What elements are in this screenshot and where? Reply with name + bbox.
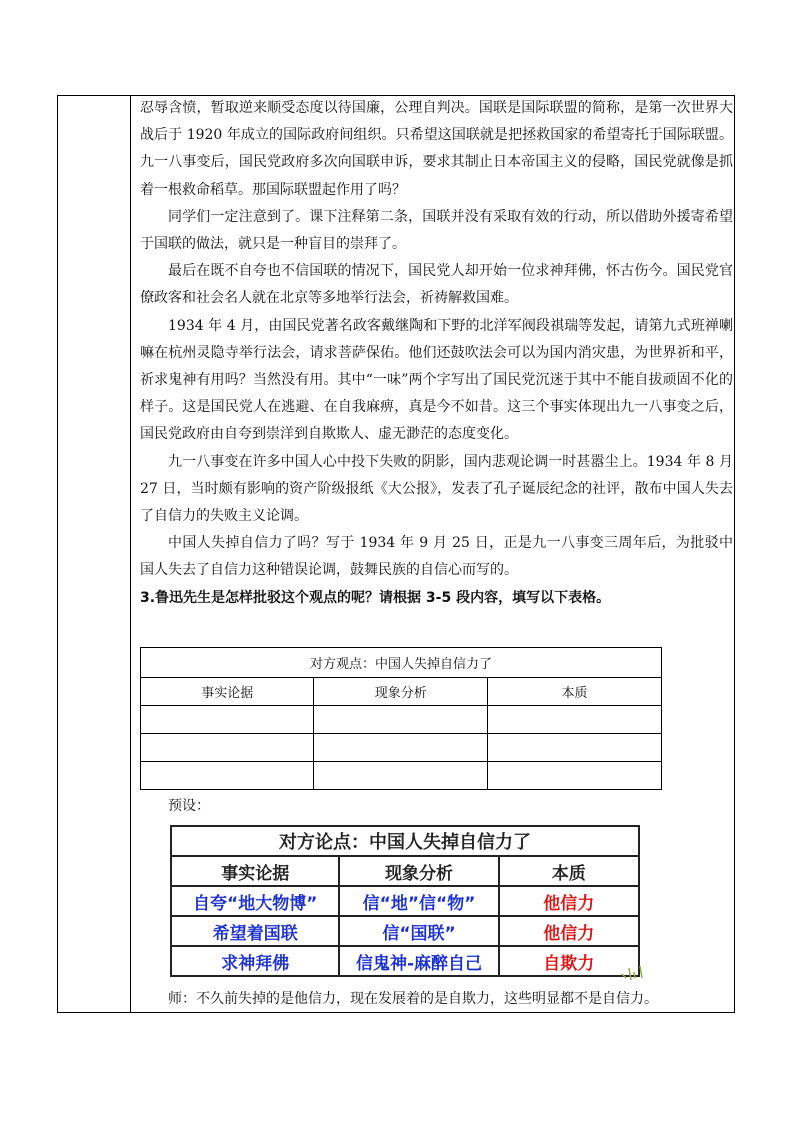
answer-analysis: 信“地”信“物”	[339, 886, 498, 916]
blank-table-row	[141, 762, 662, 790]
answer-essence: 他信力	[499, 916, 639, 946]
answer-analysis: 信鬼神-麻醉自己	[339, 946, 498, 976]
decorative-stroke-icon	[620, 962, 650, 982]
paragraph-5: 九一八事变在许多中国人心中投下失败的阴影，国内悲观论调一时甚嚣尘上。1934 年 8 月 27 日，当时颇有影响的资产阶级报纸《大公报》，发表了孔子诞辰纪念的社评，散布中国人失去了自信力的失败主义论调。	[140, 453, 733, 525]
presuppose-label: 预设：	[168, 798, 210, 814]
answer-analysis: 信“国联”	[339, 916, 498, 946]
blank-cell[interactable]	[487, 734, 661, 762]
answer-header-essence: 本质	[499, 856, 639, 886]
answer-fact: 希望着国联	[171, 916, 339, 946]
answer-essence: 自欺力	[499, 946, 639, 976]
answer-row	[171, 886, 639, 916]
paragraph-1: 忍辱含愤，暂取逆来顺受态度以待国廉，公理自判决。国联是国际联盟的简称，是第一次世界大战后于 1920 年成立的国际政府间组织。只希望这国联就是把拯救国家的希望寄托于国际联盟。九一八事变后，国民党政府多次向国联申诉，要求其制止日本帝国主义的侵略，国民党就像是抓着一根救命稻草。那国际联盟起作用了吗？	[140, 100, 733, 198]
answer-table	[170, 825, 640, 977]
paragraph-3: 最后在既不自夸也不信国联的情况下，国民党人却开始一位求神拜佛，怀古伤今。国民党官僚政客和社会名人就在北京等多地举行法会，祈祷解救国难。	[140, 263, 733, 307]
blank-cell[interactable]	[314, 762, 487, 790]
answer-row	[171, 946, 639, 976]
paragraph-2: 同学们一定注意到了。课下注释第二条，国联并没有采取有效的行动，所以借助外援寄希望于国联的做法，就只是一种盲目的崇拜了。	[140, 208, 733, 253]
blank-cell[interactable]	[487, 706, 661, 734]
answer-table-title: 对方论点：中国人失掉自信力了	[171, 826, 639, 856]
paragraph-6: 中国人失掉自信力了吗？写于 1934 年 9 月 25 日，正是九一八事变三周年后，为批驳中国人失去了自信力这种错误论调，鼓舞民族的自信心而写的。	[140, 535, 733, 579]
blank-table-header-essence: 本质	[487, 678, 661, 706]
blank-argument-table	[140, 647, 662, 790]
answer-header-facts: 事实论据	[171, 856, 339, 886]
paragraph-4: 1934 年 4 月，由国民党著名政客戴继陶和下野的北洋军阀段祺瑞等发起，请第九式班禅喇嘛在杭州灵隐寺举行法会，请求菩萨保佑。他们还鼓吹法会可以为国内消灾患，为世界祈和平，祈求鬼神有用吗？当然没有用。其中“一味”两个字写出了国民党沉迷于其中不能自拔顽固不化的样子。这是国民党人在逃避、在自我麻痹，真是今不如昔。这三个事实体现出九一八事变之后，国民党政府由自夸到崇洋到自欺欺人、虚无渺茫的态度变化。	[140, 317, 733, 443]
answer-fact: 自夸“地大物博”	[171, 886, 339, 916]
blank-cell[interactable]	[141, 706, 314, 734]
blank-table-title: 对方观点：中国人失掉自信力了	[141, 648, 662, 678]
blank-cell[interactable]	[314, 734, 487, 762]
blank-table-header-analysis: 现象分析	[314, 678, 487, 706]
answer-essence: 他信力	[499, 886, 639, 916]
blank-cell[interactable]	[141, 762, 314, 790]
column-divider	[130, 96, 131, 1012]
teacher-note: 师：不久前失掉的是他信力，现在发展着的是自欺力，这些明显都不是自信力。	[168, 991, 658, 1007]
blank-table-row	[141, 706, 662, 734]
answer-row	[171, 916, 639, 946]
answer-fact: 求神拜佛	[171, 946, 339, 976]
blank-cell[interactable]	[314, 706, 487, 734]
blank-table-row	[141, 734, 662, 762]
blank-cell[interactable]	[141, 734, 314, 762]
question-3: 3.鲁迅先生是怎样批驳这个观点的呢？请根据 3-5 段内容，填写以下表格。	[140, 589, 611, 606]
blank-cell[interactable]	[487, 762, 661, 790]
blank-table-header-facts: 事实论据	[141, 678, 314, 706]
answer-header-analysis: 现象分析	[339, 856, 498, 886]
lesson-content	[140, 95, 733, 609]
